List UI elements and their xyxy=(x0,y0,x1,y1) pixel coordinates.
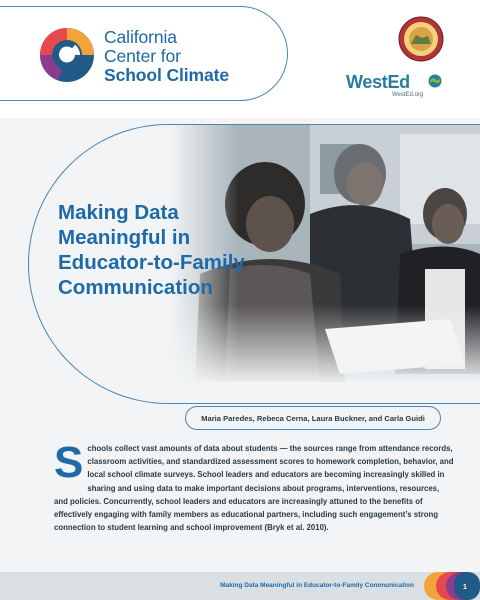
partner-logo: WestEd xyxy=(346,72,410,92)
intro-text: chools collect vast amounts of data about students — the sources range from attendance records, classroom activities, and standardized assessment scores to homework completion, behavior, and local school climate surveys. School leaders and educators are becoming increasingly skilled in sharing and using data to make important decisions about programs, interventions, resources, and policies. Concurrently, school leaders and educators are increasingly attuned to the benefits of effectively engaging with family members as educational partners, including such engagement’s strong connection to student learning and school improvement (Bryk et al. 2010). xyxy=(54,444,454,533)
page-title xyxy=(58,200,278,300)
page-number: 1 xyxy=(463,584,467,591)
page-footer xyxy=(0,572,480,600)
authors-list: Maria Paredes, Rebeca Cerna, Laura Buckner, and Carla Guidi xyxy=(185,406,441,430)
intro-paragraph xyxy=(54,438,454,534)
title-line4: Communication xyxy=(58,276,213,299)
title-line3: Educator-to-Family xyxy=(58,251,245,274)
org-name-line1: California xyxy=(104,27,177,47)
org-name xyxy=(104,28,229,85)
org-name-line2: Center for xyxy=(104,46,181,66)
title-line1: Making Data xyxy=(58,201,179,224)
title-line2: Meaningful in xyxy=(58,226,191,249)
wested-globe-icon xyxy=(428,74,442,88)
california-state-seal-icon xyxy=(398,16,444,62)
ccsc-logo-icon xyxy=(38,26,96,84)
partner-url: WestEd.org xyxy=(392,92,424,98)
running-title: Making Data Meaningful in Educator-to-Family Communication xyxy=(220,582,414,589)
dropcap: S xyxy=(54,438,84,487)
org-name-line3: School Climate xyxy=(104,65,230,85)
